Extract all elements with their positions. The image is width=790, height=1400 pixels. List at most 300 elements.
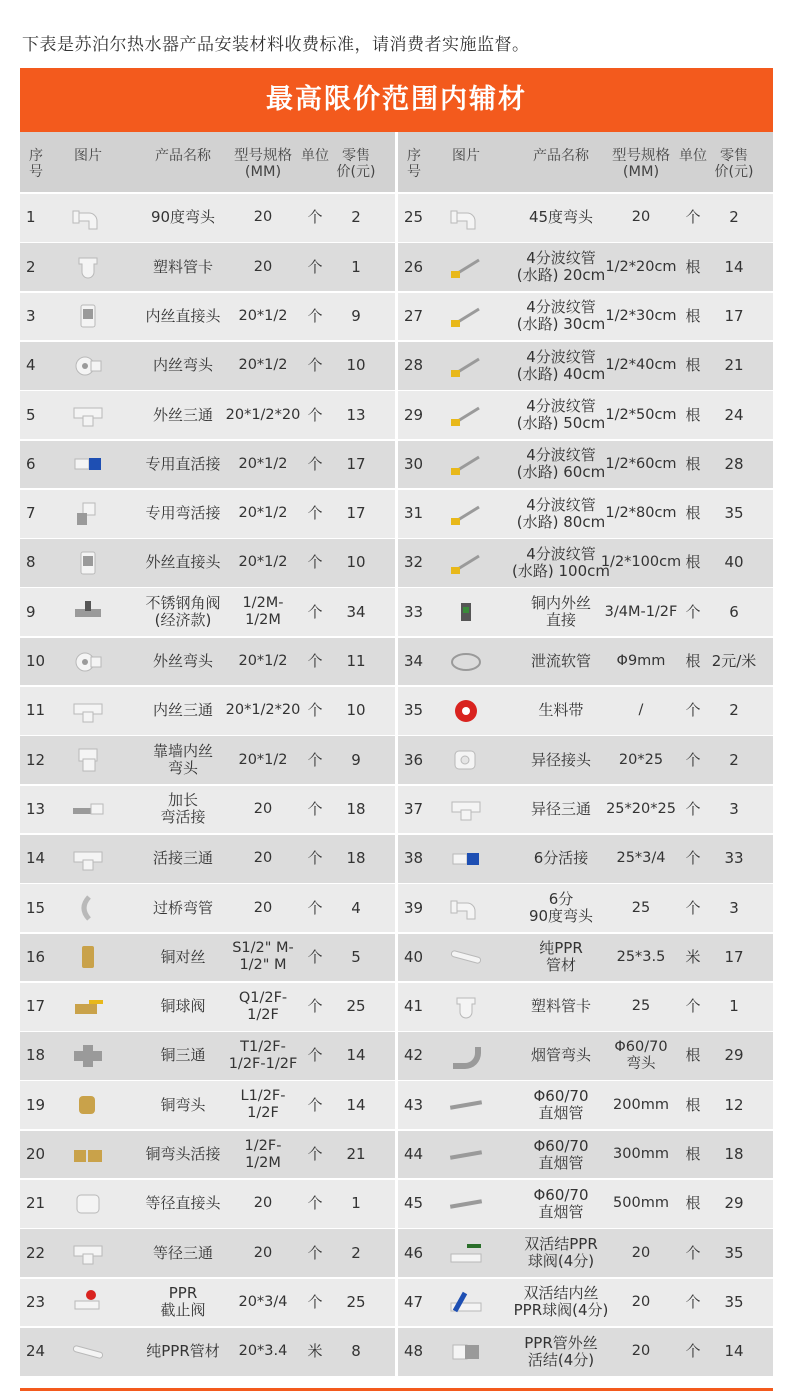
item-number: 3 xyxy=(26,306,36,325)
item-number: 28 xyxy=(404,356,424,375)
item-price: 35 xyxy=(724,504,744,523)
item-price: 1 xyxy=(351,1194,361,1213)
table-row xyxy=(398,293,773,341)
item-number: 32 xyxy=(404,553,424,572)
price-table-left xyxy=(20,132,395,1386)
item-number: 21 xyxy=(26,1194,46,1213)
item-price: 18 xyxy=(346,849,366,868)
table-row xyxy=(398,835,773,883)
item-unit: 个 xyxy=(307,553,323,572)
item-unit: 根 xyxy=(685,257,701,276)
flue-pipe-icon xyxy=(438,1180,494,1228)
flex-hose-icon xyxy=(438,391,494,439)
item-unit: 个 xyxy=(685,1342,701,1361)
price-table-right xyxy=(398,132,773,1386)
item-spec: 20*3/4 xyxy=(238,1293,288,1310)
item-number: 38 xyxy=(404,849,424,868)
item-price: 14 xyxy=(724,1342,744,1361)
table-row xyxy=(20,342,395,390)
item-spec: 1/2*30cm xyxy=(605,307,677,324)
item-name: 90度弯头 xyxy=(150,208,216,227)
intro-text: 下表是苏泊尔热水器产品安装材料收费标准，请消费者实施监督。 xyxy=(22,35,530,55)
table-row xyxy=(398,490,773,538)
item-unit: 根 xyxy=(685,454,701,473)
item-price: 18 xyxy=(724,1145,744,1164)
brass-union-icon xyxy=(60,1131,116,1179)
item-spec: 25*3/4 xyxy=(616,850,666,867)
item-name: 内丝直接头 xyxy=(145,306,221,325)
item-number: 18 xyxy=(26,1046,46,1065)
tee-icon xyxy=(60,391,116,439)
item-price: 5 xyxy=(351,947,361,966)
header-unit: 单位 xyxy=(679,148,707,164)
item-unit: 个 xyxy=(685,898,701,917)
item-price: 24 xyxy=(724,405,744,424)
item-price: 25 xyxy=(346,1292,366,1311)
flex-hose-icon xyxy=(438,539,494,587)
tee-icon xyxy=(438,786,494,834)
brass-nipple-icon xyxy=(60,934,116,982)
item-number: 35 xyxy=(404,701,424,720)
item-number: 43 xyxy=(404,1095,424,1114)
item-price: 34 xyxy=(346,602,366,621)
item-unit: 个 xyxy=(307,1095,323,1114)
header-spec: 型号规格 (MM) xyxy=(234,148,292,180)
item-price: 29 xyxy=(724,1046,744,1065)
item-number: 39 xyxy=(404,898,424,917)
flex-hose-icon xyxy=(438,441,494,489)
item-spec: 1/2*100cm xyxy=(600,554,682,571)
item-number: 24 xyxy=(26,1342,46,1361)
item-number: 17 xyxy=(26,997,46,1016)
item-name: 铜三通 xyxy=(160,1046,206,1065)
item-unit: 个 xyxy=(307,1292,323,1311)
item-spec: 25 xyxy=(631,998,651,1015)
item-price: 9 xyxy=(351,750,361,769)
header-unit: 单位 xyxy=(301,148,329,164)
table-row xyxy=(20,441,395,489)
item-name: 内丝弯头 xyxy=(152,356,213,375)
item-spec: 20*1/2 xyxy=(238,554,288,571)
table-row xyxy=(20,293,395,341)
table-row xyxy=(20,687,395,735)
item-spec: Φ9mm xyxy=(616,653,666,670)
item-unit: 个 xyxy=(307,701,323,720)
brass-tee-icon xyxy=(60,1032,116,1080)
table-row xyxy=(398,1328,773,1376)
item-price: 11 xyxy=(346,652,366,671)
item-price: 14 xyxy=(346,1095,366,1114)
bridge-bend-icon xyxy=(60,884,116,932)
item-name: 双活结PPR 球阀(4分) xyxy=(524,1235,598,1271)
item-unit: 个 xyxy=(685,1292,701,1311)
table-row xyxy=(398,1131,773,1179)
item-unit: 根 xyxy=(685,504,701,523)
item-spec: 20*1/2 xyxy=(238,505,288,522)
tee-icon xyxy=(60,835,116,883)
item-price: 2 xyxy=(729,208,739,227)
header-no: 序号 xyxy=(29,148,43,180)
item-unit: 个 xyxy=(685,1243,701,1262)
table-header-left xyxy=(20,132,395,192)
threaded-elbow-icon xyxy=(60,638,116,686)
table-row xyxy=(398,1180,773,1228)
item-name: 靠墙内丝 弯头 xyxy=(152,742,213,778)
threaded-coupling-icon xyxy=(60,539,116,587)
table-title-banner: 最高限价范围内辅材 xyxy=(20,68,773,132)
table-row xyxy=(398,1032,773,1080)
item-unit: 个 xyxy=(307,799,323,818)
item-spec: 20*1/2 xyxy=(238,307,288,324)
table-row xyxy=(20,1131,395,1179)
item-unit: 个 xyxy=(307,454,323,473)
ptfe-tape-icon xyxy=(438,687,494,735)
item-spec: 20 xyxy=(631,1293,651,1310)
item-unit: 个 xyxy=(307,750,323,769)
item-spec: 20*1/2 xyxy=(238,751,288,768)
item-unit: 个 xyxy=(307,849,323,868)
item-number: 25 xyxy=(404,208,424,227)
item-number: 15 xyxy=(26,898,46,917)
flex-hose-icon xyxy=(438,342,494,390)
item-unit: 个 xyxy=(685,849,701,868)
item-spec: / xyxy=(638,702,644,719)
item-spec: 300mm xyxy=(613,1146,669,1163)
header-no: 序号 xyxy=(407,148,421,180)
item-spec: Φ60/70 弯头 xyxy=(614,1038,668,1072)
item-price: 17 xyxy=(346,504,366,523)
item-name: Φ60/70 直烟管 xyxy=(533,1087,589,1123)
table-row xyxy=(398,1279,773,1327)
item-unit: 个 xyxy=(685,208,701,227)
flex-hose-icon xyxy=(438,243,494,291)
item-spec: 25 xyxy=(631,899,651,916)
coupling-icon xyxy=(60,1180,116,1228)
item-spec: 20 xyxy=(253,1244,273,1261)
item-number: 46 xyxy=(404,1243,424,1262)
item-unit: 个 xyxy=(685,602,701,621)
item-number: 22 xyxy=(26,1243,46,1262)
item-name: 生料带 xyxy=(538,701,584,720)
item-spec: T1/2F- 1/2F-1/2F xyxy=(228,1038,298,1072)
item-unit: 个 xyxy=(307,1243,323,1262)
table-row xyxy=(398,539,773,587)
flue-pipe-icon xyxy=(438,1081,494,1129)
table-row xyxy=(20,1229,395,1277)
item-number: 33 xyxy=(404,602,424,621)
item-name: 4分波纹管 (水路) 40cm xyxy=(516,347,606,383)
table-row xyxy=(20,1180,395,1228)
table-row xyxy=(20,391,395,439)
item-number: 16 xyxy=(26,947,46,966)
table-row xyxy=(20,786,395,834)
item-unit: 个 xyxy=(307,306,323,325)
table-row xyxy=(20,1081,395,1129)
item-spec: 20*1/2 xyxy=(238,455,288,472)
item-price: 2 xyxy=(351,208,361,227)
table-row xyxy=(20,194,395,242)
item-name: 不锈钢角阀 (经济款) xyxy=(145,594,221,630)
item-price: 2 xyxy=(729,750,739,769)
item-number: 47 xyxy=(404,1292,424,1311)
table-row xyxy=(20,539,395,587)
item-unit: 根 xyxy=(685,1095,701,1114)
item-number: 48 xyxy=(404,1342,424,1361)
item-price: 14 xyxy=(346,1046,366,1065)
item-number: 8 xyxy=(26,553,36,572)
item-number: 1 xyxy=(26,208,36,227)
pipe-clip-icon xyxy=(60,243,116,291)
item-price: 4 xyxy=(351,898,361,917)
table-header-right xyxy=(398,132,773,192)
item-name: 双活结内丝 PPR球阀(4分) xyxy=(513,1284,609,1320)
item-price: 14 xyxy=(724,257,744,276)
table-row xyxy=(20,1279,395,1327)
item-spec: L1/2F- 1/2F xyxy=(240,1088,286,1122)
item-price: 40 xyxy=(724,553,744,572)
item-name: PPR 截止阀 xyxy=(160,1284,206,1320)
table-row xyxy=(398,884,773,932)
item-spec: 20*1/2*20 xyxy=(225,406,301,423)
table-row xyxy=(20,934,395,982)
item-unit: 根 xyxy=(685,1194,701,1213)
table-row xyxy=(398,1081,773,1129)
item-unit: 个 xyxy=(307,947,323,966)
header-name: 产品名称 xyxy=(533,148,589,164)
item-number: 14 xyxy=(26,849,46,868)
item-unit: 个 xyxy=(307,652,323,671)
table-row xyxy=(20,736,395,784)
item-name: 6分活接 xyxy=(533,849,589,868)
table-row xyxy=(398,342,773,390)
item-name: 铜弯头活接 xyxy=(145,1145,221,1164)
item-price: 12 xyxy=(724,1095,744,1114)
header-price: 零售 价(元) xyxy=(336,148,376,180)
item-name: 纯PPR 管材 xyxy=(539,939,583,975)
item-number: 34 xyxy=(404,652,424,671)
item-price: 25 xyxy=(346,997,366,1016)
item-price: 6 xyxy=(729,602,739,621)
item-number: 9 xyxy=(26,602,36,621)
item-name: 专用弯活接 xyxy=(145,504,221,523)
item-number: 45 xyxy=(404,1194,424,1213)
item-name: 铜球阀 xyxy=(160,997,206,1016)
table-row xyxy=(398,588,773,636)
item-unit: 个 xyxy=(307,602,323,621)
table-row xyxy=(398,1229,773,1277)
item-name: 加长 弯活接 xyxy=(160,791,206,827)
item-unit: 个 xyxy=(307,1194,323,1213)
item-spec: Q1/2F- 1/2F xyxy=(238,989,288,1023)
flex-hose-icon xyxy=(438,293,494,341)
item-name: Φ60/70 直烟管 xyxy=(533,1185,589,1221)
item-unit: 米 xyxy=(685,947,701,966)
item-name: 6分 90度弯头 xyxy=(528,890,594,926)
item-number: 40 xyxy=(404,947,424,966)
item-spec: 20 xyxy=(253,1195,273,1212)
item-spec: 20*1/2 xyxy=(238,357,288,374)
item-unit: 根 xyxy=(685,356,701,375)
item-name: 4分波纹管 (水路) 50cm xyxy=(516,397,606,433)
item-number: 11 xyxy=(26,701,46,720)
table-row xyxy=(20,588,395,636)
item-spec: 20*1/2*20 xyxy=(225,702,301,719)
item-price: 3 xyxy=(729,799,739,818)
table-row xyxy=(20,638,395,686)
item-name: 铜弯头 xyxy=(160,1095,206,1114)
elbow-union-icon xyxy=(60,490,116,538)
item-name: 异径接头 xyxy=(530,750,591,769)
pipe-elbow-icon xyxy=(60,194,116,242)
drain-hose-icon xyxy=(438,638,494,686)
item-spec: 20*1/2 xyxy=(238,653,288,670)
ppr-ball-valve-blue-icon xyxy=(438,1279,494,1327)
threaded-union-icon xyxy=(438,1328,494,1376)
item-name: 4分波纹管 (水路) 30cm xyxy=(516,298,606,334)
item-unit: 个 xyxy=(685,997,701,1016)
item-price: 17 xyxy=(724,306,744,325)
item-number: 19 xyxy=(26,1095,46,1114)
header-img: 图片 xyxy=(452,148,480,164)
item-price: 33 xyxy=(724,849,744,868)
item-name: 45度弯头 xyxy=(528,208,594,227)
item-unit: 个 xyxy=(307,1145,323,1164)
item-name: 异径三通 xyxy=(530,799,591,818)
item-price: 18 xyxy=(346,799,366,818)
table-row xyxy=(20,1032,395,1080)
item-unit: 米 xyxy=(307,1342,323,1361)
item-spec: 500mm xyxy=(613,1195,669,1212)
item-price: 1 xyxy=(351,257,361,276)
item-number: 12 xyxy=(26,750,46,769)
item-name: 4分波纹管 (水路) 20cm xyxy=(516,249,606,285)
item-name: 专用直活接 xyxy=(145,454,221,473)
item-spec: 20 xyxy=(253,850,273,867)
header-name: 产品名称 xyxy=(155,148,211,164)
item-unit: 个 xyxy=(685,750,701,769)
item-price: 21 xyxy=(346,1145,366,1164)
item-unit: 个 xyxy=(307,257,323,276)
item-number: 30 xyxy=(404,454,424,473)
threaded-elbow-icon xyxy=(60,342,116,390)
item-price: 35 xyxy=(724,1243,744,1262)
item-unit: 个 xyxy=(685,799,701,818)
item-spec: 20 xyxy=(253,258,273,275)
item-name: 等径直接头 xyxy=(145,1194,221,1213)
pipe-icon xyxy=(60,1328,116,1376)
item-name: 活接三通 xyxy=(152,849,213,868)
item-number: 23 xyxy=(26,1292,46,1311)
pipe-clip-icon xyxy=(438,983,494,1031)
item-number: 29 xyxy=(404,405,424,424)
item-number: 44 xyxy=(404,1145,424,1164)
item-name: 塑料管卡 xyxy=(152,257,213,276)
table-row xyxy=(398,687,773,735)
table-row xyxy=(20,490,395,538)
table-row xyxy=(398,786,773,834)
item-number: 13 xyxy=(26,799,46,818)
item-unit: 个 xyxy=(307,504,323,523)
item-unit: 个 xyxy=(307,208,323,227)
item-number: 4 xyxy=(26,356,36,375)
table-row xyxy=(20,884,395,932)
flue-pipe-icon xyxy=(438,1131,494,1179)
item-spec: 20 xyxy=(253,800,273,817)
item-number: 31 xyxy=(404,504,424,523)
item-unit: 个 xyxy=(307,405,323,424)
item-spec: 20 xyxy=(253,899,273,916)
item-spec: 1/2*20cm xyxy=(605,258,677,275)
item-price: 3 xyxy=(729,898,739,917)
item-unit: 根 xyxy=(685,553,701,572)
tee-icon xyxy=(60,1229,116,1277)
flue-elbow-icon xyxy=(438,1032,494,1080)
item-number: 36 xyxy=(404,750,424,769)
item-unit: 根 xyxy=(685,405,701,424)
threaded-coupling-icon xyxy=(60,293,116,341)
item-spec: 1/2F- 1/2M xyxy=(244,1137,282,1171)
item-number: 5 xyxy=(26,405,36,424)
item-name: 外丝直接头 xyxy=(145,553,221,572)
item-spec: 25*20*25 xyxy=(606,800,676,817)
item-price: 29 xyxy=(724,1194,744,1213)
item-number: 37 xyxy=(404,799,424,818)
item-name: 烟管弯头 xyxy=(530,1046,591,1065)
item-name: PPR管外丝 活结(4分) xyxy=(524,1333,598,1369)
item-unit: 个 xyxy=(685,701,701,720)
long-union-icon xyxy=(60,786,116,834)
item-price: 17 xyxy=(346,454,366,473)
pipe-icon xyxy=(438,934,494,982)
item-number: 41 xyxy=(404,997,424,1016)
item-price: 8 xyxy=(351,1342,361,1361)
item-unit: 个 xyxy=(307,898,323,917)
item-spec: S1/2" M- 1/2" M xyxy=(232,940,294,974)
union-icon xyxy=(60,441,116,489)
ppr-ball-valve-icon xyxy=(438,1229,494,1277)
item-unit: 根 xyxy=(685,1145,701,1164)
item-price: 1 xyxy=(729,997,739,1016)
item-price: 28 xyxy=(724,454,744,473)
item-name: 4分波纹管 (水路) 80cm xyxy=(516,495,606,531)
item-name: 铜内外丝 直接 xyxy=(530,594,591,630)
table-row xyxy=(398,638,773,686)
item-spec: 1/2*50cm xyxy=(605,406,677,423)
pipe-elbow-icon xyxy=(438,194,494,242)
item-unit: 根 xyxy=(685,306,701,325)
item-name: 4分波纹管 (水路) 60cm xyxy=(516,446,606,482)
item-price: 10 xyxy=(346,701,366,720)
reducer-icon xyxy=(438,736,494,784)
table-row xyxy=(20,1328,395,1376)
item-spec: 1/2M- 1/2M xyxy=(242,595,284,629)
item-name: 铜对丝 xyxy=(160,947,206,966)
item-number: 6 xyxy=(26,454,36,473)
item-spec: 200mm xyxy=(613,1096,669,1113)
item-spec: 20 xyxy=(631,1244,651,1261)
item-name: 过桥弯管 xyxy=(152,898,213,917)
item-spec: 25*3.5 xyxy=(616,948,666,965)
item-unit: 个 xyxy=(307,997,323,1016)
price-table xyxy=(20,132,773,1386)
item-unit: 个 xyxy=(307,1046,323,1065)
table-row xyxy=(20,983,395,1031)
item-name: 外丝三通 xyxy=(152,405,213,424)
brass-elbow-icon xyxy=(60,1081,116,1129)
item-price: 17 xyxy=(724,947,744,966)
item-number: 42 xyxy=(404,1046,424,1065)
item-name: 泄流软管 xyxy=(530,652,591,671)
